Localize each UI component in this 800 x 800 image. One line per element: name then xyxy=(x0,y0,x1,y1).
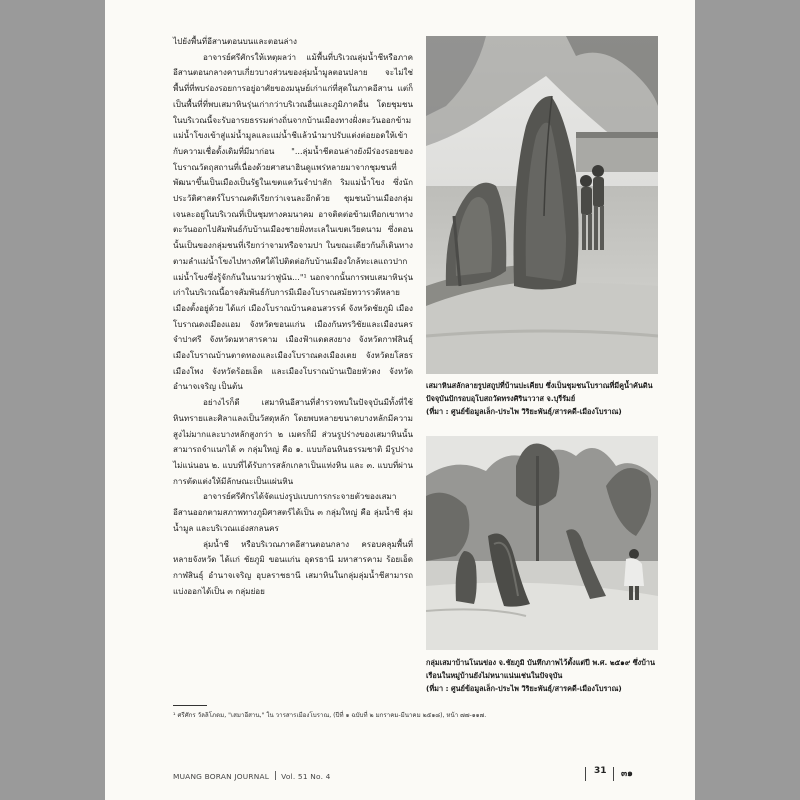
footnote: ¹ ศรีศักร วัลลิโภดม, "เสมาอีสาน," ใน วารสารเมืองโบราณ, (ปีที่ ๑ ฉบับที่ ๒ มกราคม-มีนาคม ๒๕๑๘), หน้า ๗๗-๑๑๗. xyxy=(173,712,487,719)
journal-issue: Vol. 51 No. 4 xyxy=(281,772,331,781)
footer-divider xyxy=(275,771,276,780)
page-number-divider xyxy=(585,767,586,781)
paragraph: อย่างไรก็ดี เสมาหินอีสานที่สำรวจพบในปัจจุบันมีทั้งที่ใช้หินทรายและศิลาแลงเป็นวัสดุหลัก โดยพบหลายขนาดบางหลักมีความสูงไม่มากและบางหลักสูงกว่า ๒ เมตรก็มี ส่วนรูปร่างของเสมาหินนั้นสามารถจำแนกได้ ๓ กลุ่มใหญ่ คือ ๑. แบบก้อนหินธรรมชาติ มีรูปร่างไม่แน่นอน ๒. แบบที่ได้รับการสลักเกลาเป็นแท่งหิน และ ๓. แบบที่ผ่านการตัดแต่งให้มีลักษณะเป็นแผ่นหิน xyxy=(173,397,413,486)
photo-sema-ban-non-khong xyxy=(426,436,658,650)
paragraph: อาจารย์ศรีศักรให้เหตุผลว่า แม้พื้นที่บริเวณลุ่มน้ำชีหรือภาคอีสานตอนกลางคาบเกี่ยวบางส่วนของลุ่มน้ำมูลตอนปลาย จะไม่ใช่พื้นที่ที่พบร่องรอยการอยู่อาศัยของมนุษย์เก่าแก่ที่สุดในภาคอีสาน แต่ก็เป็นพื้นที่ที่พบเสมาหินรุ่นเก่ากว่าบริเวณอื่นและภูมิภาคอื่น โดยชุมชนในบริเวณนี้จะรับอารยธรรมต่างถิ่นจากบ้านเมืองทางฝั่งตะวันออกข้ามแม่น้ำโขงเข้าสู่แม่น้ำมูลและแม่น้ำชีแล้วนำมาปรับแต่งต่อยอดให้เข้ากับความเชื่อดั้งเดิมที่มีมาก่อน "...ลุ่มน้ำชีตอนล่างยังมีร่องรอยของโบราณวัตถุสถานที่เนื่องด้วยศาสนาฮินดูแพร่หลายมาจากชุมชนที่พัฒนาขึ้นเป็นเมืองเป็นรัฐในเขตแคว้นจำปาสัก ริมแม่น้ำโขง ซึ่งนักประวัติศาสตร์โบราณคดีเรียกว่าเจนละอีกด้วย ชุมชนบ้านเมืองกลุ่มเจนละอยู่ในบริเวณที่เป็นชุมทางคมนาคม อาจติดต่อข้ามเทือกเขาทางตะวันออกไปสัมพันธ์กับบ้านเมืองชายฝั่งทะเลในเขตเวียดนาม ซึ่งตอนนั้นเป็นของกลุ่มชนที่เรียกว่าจามหรือจามปา ในขณะเดียวกันก็เดินทางตามลำแม่น้ำโขงไปทางทิศใต้ไปติดต่อกับบ้านเมืองใกล้ทะเลแถวปากแม่น้ำโขงซึ่งรู้จักกันในนามว่าฟูนัน..."¹ นอกจากนั้นการพบเสมาหินรุ่นเก่าในบริเวณนี้อาจสัมพันธ์กับการมีเมืองโบราณสมัยทวารวดีหลายเมืองตั้งอยู่ด้วย ได้แก่ เมืองโบราณบ้านคอนสวรรค์ จังหวัดชัยภูมิ เมืองโบราณดงเมืองแอม จังหวัดขอนแก่น เมืองกันทรวิชัยและเมืองนครจำปาศรี จังหวัดมหาสารคาม เมืองฟ้าแดดสงยาง จังหวัดกาฬสินธุ์ เมืองโบราณบ้านตาดทองและเมืองโบราณดงเมืองเตย จังหวัดยโสธร เมืองโพง จังหวัดร้อยเอ็ด และเมืองโบราณบ้านเปือยหัวดง จังหวัดอำนาจเจริญ เป็นต้น xyxy=(173,51,413,392)
paragraph: ไปยังพื้นที่อีสานตอนบนและตอนล่าง xyxy=(173,36,297,46)
caption-credit: (ที่มา : ศูนย์ข้อมูลเล็ก-ประไพ วิริยะพันธุ์/สารคดี-เมืองโบราณ) xyxy=(426,684,622,693)
body-text-column xyxy=(173,34,413,599)
page-number-thai: ๓๑ xyxy=(621,769,633,779)
footnote-rule xyxy=(173,705,207,706)
photo-caption-1 xyxy=(426,379,661,418)
caption-text: กลุ่มเสมาบ้านโนนข่อง จ.ชัยภูมิ บันทึกภาพไว้ตั้งแต่ปี พ.ศ. ๒๕๑๙ ซึ่งบ้านเรือนในหมู่บ้านยังไม่หนาแน่นเช่นในปัจจุบัน xyxy=(426,658,655,680)
journal-footer xyxy=(173,771,331,781)
journal-page xyxy=(105,0,695,800)
page-number-divider xyxy=(613,767,614,781)
page-number-arabic: 31 xyxy=(594,766,607,776)
paragraph: อาจารย์ศรีศักรได้จัดแบ่งรูปแบบการกระจายตัวของเสมาอีสานออกตามสภาพทางภูมิศาสตร์ได้เป็น ๓ กลุ่มใหญ่ คือ ลุ่มน้ำชี ลุ่มน้ำมูล และบริเวณแอ่งสกลนคร xyxy=(173,491,413,533)
photo-sema-ban-pakhiap xyxy=(426,36,658,374)
caption-credit: (ที่มา : ศูนย์ข้อมูลเล็ก-ประไพ วิริยะพันธุ์/สารคดี-เมืองโบราณ) xyxy=(426,407,622,416)
sema-group-photo-image xyxy=(426,436,658,650)
photo-caption-2 xyxy=(426,656,661,695)
sema-stones-photo-image xyxy=(426,36,658,374)
paragraph: ลุ่มน้ำชี หรือบริเวณภาคอีสานตอนกลาง ครอบคลุมพื้นที่หลายจังหวัด ได้แก่ ชัยภูมิ ขอนแก่น อุดรธานี มหาสารคาม ร้อยเอ็ด กาฬสินธุ์ อำนาจเจริญ อุบลราชธานี เสมาหินในกลุ่มลุ่มน้ำชีสามารถแบ่งออกได้เป็น ๓ กลุ่มย่อย xyxy=(173,538,413,596)
caption-text: เสมาหินสลักลายรูปสถูปที่บ้านปะเคียบ ซึ่งเป็นชุมชนโบราณที่มีคูน้ำคันดิน ปัจจุบันปักรอบอุโบสถวัดทรงศิรินาวาส จ.บุรีรัมย์ xyxy=(426,381,653,403)
journal-name: MUANG BORAN JOURNAL xyxy=(173,772,270,781)
